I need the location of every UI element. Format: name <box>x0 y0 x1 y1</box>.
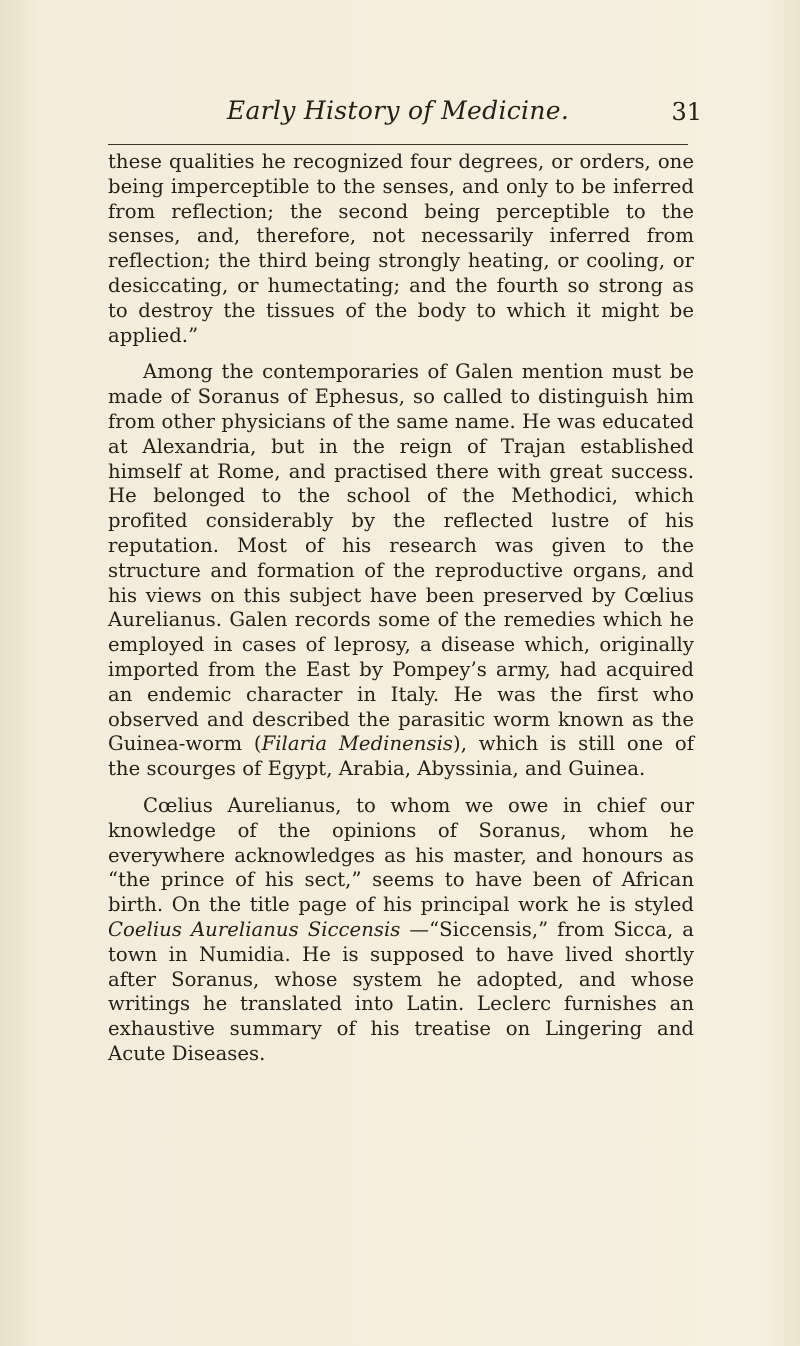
paragraph-2-text-after: ), which is still one of the scourges of Egypt, Arabia, Abyssinia, and Guinea. <box>108 732 694 781</box>
paragraph-soranus <box>108 360 694 782</box>
running-head <box>108 96 702 132</box>
page-number: 31 <box>671 98 702 126</box>
paragraph-2-italic: Filaria Medinensis <box>261 732 453 756</box>
body-text <box>108 150 694 1067</box>
running-head-title: Early History of Medicine. <box>226 96 570 125</box>
paragraph-2-text-before: Among the contemporaries of Galen mention must be made of Soranus of Ephesus, so called to distinguish him from other physicians of the same name. He was educated at Alexandria, but in the reign of Trajan established himself at Rome, and practised there with great success. He belonged to the school of the Methodici, which profited considerably by the reflected lustre of his reputation. Most of his research was given to the structure and formation of the reproductive organs, and his views on this subject have been preserved by Cœlius Aurelianus. Galen records some of the remedies which he employed in cases of leprosy, a disease which, originally imported from the East by Pompey’s army, had acquired an endemic character in Italy. He was the first who observed and described the parasitic worm known as the Guinea-worm ( <box>108 360 694 756</box>
paragraph-3-italic: Coelius Aurelianus Siccensis <box>108 917 401 941</box>
paragraph-continued <box>108 150 694 348</box>
paragraph-3-text-before: Cœlius Aurelianus, to whom we owe in chief our knowledge of the opinions of Soranus, whom he everywhere acknowledges as his master, and honours as “the prince of his sect,” seems to have been of African birth. On the title page of his principal work he is styled <box>108 793 694 917</box>
header-rule <box>108 144 688 145</box>
paragraph-coelius <box>108 794 694 1067</box>
paragraph-3-text-after: —“Siccensis,” from Sicca, a town in Numidia. He is supposed to have lived shortly after Soranus, whose system he adopted, and whose writings he translated into Latin. Leclerc furnishes an exhaustive summary of his treatise on Lingering and Acute Diseases. <box>108 917 694 1065</box>
paragraph-1-text: these qualities he recognized four degrees, or orders, one being imperceptible to the senses, and only to be inferred from reflection; the second being perceptible to the senses, and, therefore, not necessarily inferred from reflection; the third being strongly heating, or cooling, or desiccating, or humectating; and the fourth so strong as to destroy the tissues of the body to which it might be applied.” <box>108 150 694 347</box>
